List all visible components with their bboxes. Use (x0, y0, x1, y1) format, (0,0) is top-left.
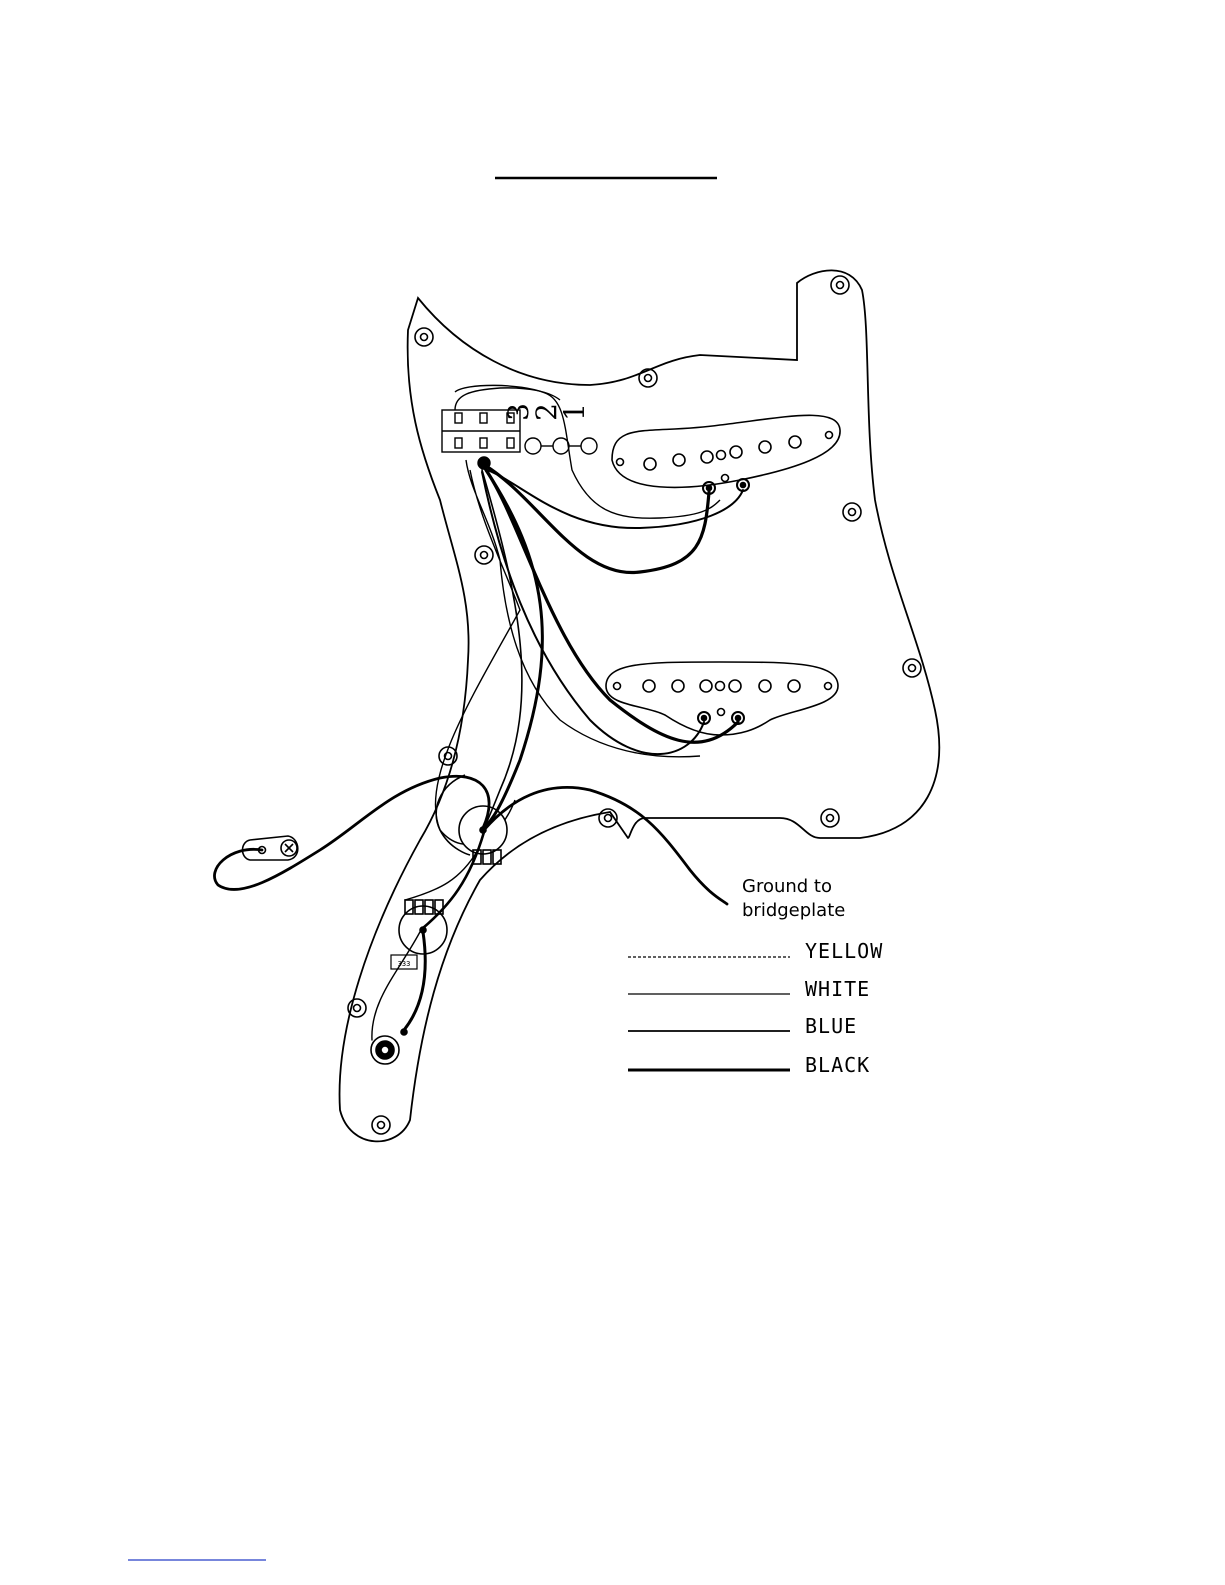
screw-icon (372, 1116, 390, 1134)
screw-icon (843, 503, 861, 521)
screw-icon (475, 546, 493, 564)
screw-icon (903, 659, 921, 677)
ground-callout-line1: Ground to (742, 876, 832, 897)
capacitor (391, 955, 417, 969)
screw-icon (415, 328, 433, 346)
legend-blue-label: BLUE (805, 1014, 858, 1038)
capacitor-label: 333 (397, 960, 411, 968)
output-jack (371, 1029, 407, 1064)
wire-legend (628, 939, 883, 1077)
screw-icon (639, 369, 657, 387)
screw-icon (821, 809, 839, 827)
switch-position-2: 2 (530, 403, 563, 421)
ground-lug (243, 836, 298, 860)
legend-white-label: WHITE (805, 977, 871, 1001)
legend-black-label: BLACK (805, 1053, 871, 1077)
screw-icon (831, 276, 849, 294)
ground-callout-line2: bridgeplate (742, 900, 846, 921)
legend-yellow-label: YELLOW (805, 939, 884, 963)
selector-switch (442, 388, 597, 469)
volume-pot (436, 775, 507, 864)
mounting-screws (348, 276, 921, 1134)
neck-pickup (612, 415, 840, 494)
switch-position-3: 3 (502, 403, 535, 421)
switch-position-1: 1 (558, 403, 591, 421)
pickguard-outline (340, 270, 940, 1141)
wires (214, 466, 743, 1040)
